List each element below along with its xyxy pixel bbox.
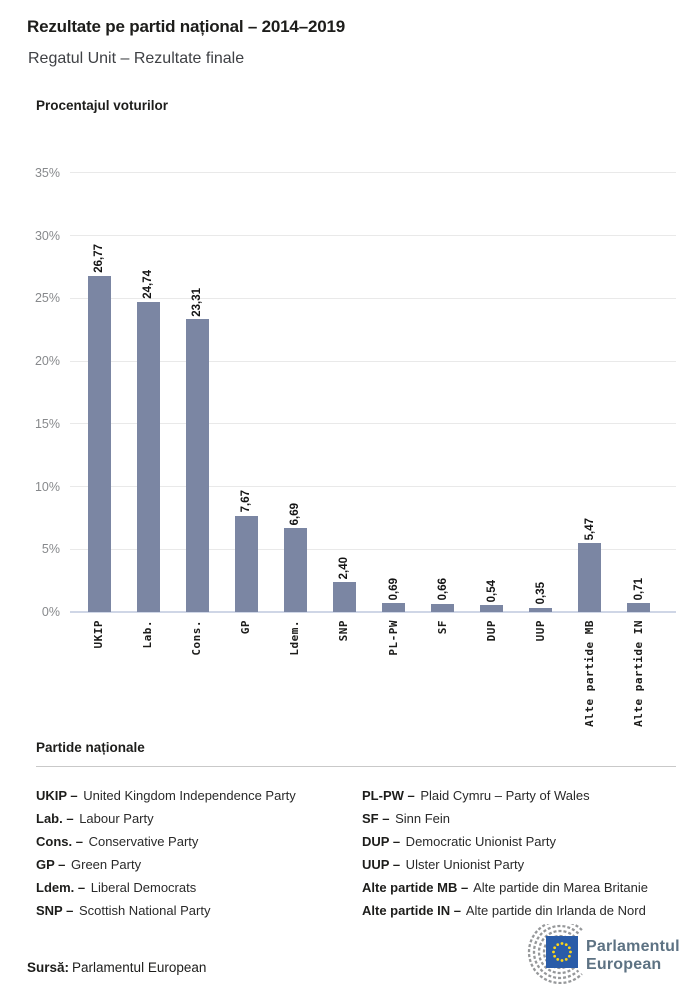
legend-title: Partide naționale [36, 740, 145, 755]
bar-value-label: 23,31 [191, 287, 204, 317]
chart-title: Procentajul voturilor [36, 98, 169, 113]
legend-item: UUP – Ulster Unionist Party [362, 857, 525, 872]
european-parliament-logo [510, 924, 696, 984]
legend-item: Alte partide MB – Alte partide din Marea Britanie [362, 880, 648, 895]
x-axis-category-label: UKIP [92, 620, 105, 649]
x-axis-category-label: Cons. [190, 620, 204, 656]
bar-value-label: 0,69 [387, 577, 400, 601]
x-axis-category-label: DUP [484, 620, 498, 642]
bar-value-label: 24,74 [142, 269, 155, 299]
x-axis-category-label: Alte partide MB [582, 620, 596, 727]
legend-item: Cons. – Conservative Party [36, 834, 199, 849]
legend-item: GP – Green Party [36, 857, 142, 872]
x-axis-category-label: Ldem. [288, 620, 302, 656]
x-axis-category-label: GP [239, 620, 253, 635]
legend-item: DUP – Democratic Unionist Party [362, 834, 556, 849]
legend-item: Lab. – Labour Party [36, 811, 154, 826]
legend-item: PL-PW – Plaid Cymru – Party of Wales [362, 788, 590, 803]
x-axis-category-label: Alte partide IN [631, 620, 645, 727]
source-line [27, 960, 206, 975]
bar-value-label: 0,71 [632, 577, 645, 601]
y-axis-tick-label: 25% [34, 291, 60, 306]
bar-value-label: 0,54 [485, 579, 498, 603]
bar-value-label: 5,47 [583, 517, 596, 541]
page-title: Rezultate pe partid național – 2014–2019 [27, 17, 345, 36]
y-axis-tick-label: 20% [34, 354, 60, 368]
eu-flag-icon [546, 936, 578, 968]
y-axis-tick-label: 5% [41, 542, 60, 557]
legend-item: SF – Sinn Fein [362, 811, 451, 826]
bar-value-label: 2,40 [338, 556, 351, 579]
logo-text-line2: European [586, 956, 662, 973]
y-axis-tick-label: 30% [34, 228, 60, 243]
x-axis-category-label: Lab. [141, 620, 155, 649]
source-text: Parlamentul European [72, 960, 207, 975]
legend-item: UKIP – United Kingdom Independence Party [36, 788, 296, 803]
y-axis-tick-label: 10% [34, 479, 60, 494]
y-axis-tick-label: 15% [34, 416, 60, 431]
x-axis-category-label: SNP [337, 620, 351, 642]
y-axis-tick-label: 0% [41, 605, 60, 619]
legend-column [36, 784, 296, 922]
legend-item: SNP – Scottish National Party [36, 903, 211, 918]
page-subtitle: Regatul Unit – Rezultate finale [28, 50, 245, 67]
legend-column [362, 784, 648, 922]
x-axis-category-label: PL-PW [386, 620, 400, 656]
x-axis-category-label: UUP [533, 620, 547, 642]
bar-value-label: 26,77 [93, 244, 105, 274]
source-label: Sursă: [27, 960, 70, 975]
legend-item: Alte partide IN – Alte partide din Irlanda de Nord [362, 903, 646, 918]
bar-value-label: 6,69 [289, 502, 302, 526]
x-axis-category-label: SF [435, 620, 449, 635]
bar-value-label: 0,35 [534, 582, 547, 605]
logo-text-line1: Parlamentul [586, 938, 680, 955]
bar-value-label: 7,67 [240, 490, 253, 513]
y-axis-tick-label: 35% [34, 165, 60, 180]
bar-value-label: 0,66 [436, 578, 449, 601]
legend-item: Ldem. – Liberal Democrats [36, 880, 197, 895]
